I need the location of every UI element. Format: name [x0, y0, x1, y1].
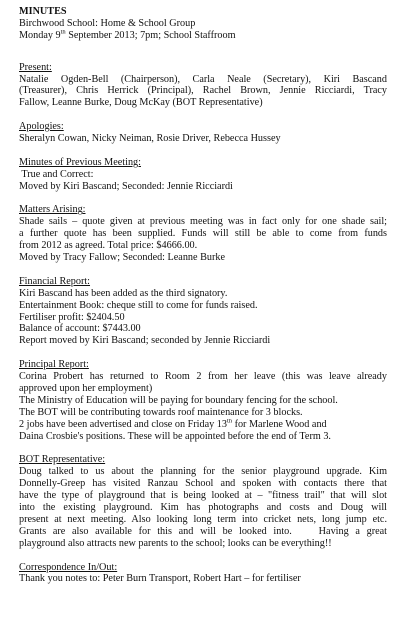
principal-report-line: approved upon her employment): [19, 383, 153, 394]
financial-report-line: Kiri Bascand has been added as the third signatory.: [19, 287, 228, 299]
financial-report-line: Report moved by Kiri Bascand; seconded by Jennie Ricciardi: [19, 335, 271, 347]
matters-arising-line: Shade sails – quote given at previous meeting was in fact only for one shade sail;: [19, 216, 387, 228]
bot-report-line: into the existing playground. Kim has photographs and costs and Doug will: [19, 502, 387, 514]
principal-report-line: The Ministry of Education will be paying for boundary fencing for the school.: [19, 394, 338, 406]
financial-report-line: Balance of account: $7443.00: [19, 323, 141, 335]
bot-report-line: Grants are also available for this and will be looked into. Having a great: [19, 525, 387, 537]
jobs-text-rest: for Marlene Wood and: [232, 418, 327, 430]
principal-report-line: [19, 419, 387, 431]
principal-report-line: Corina Probert has returned to Room 2 from her leave (this was leave already: [19, 371, 387, 383]
bot-report-line: Donnelly-Greep has visited Ranzau School and spoken with contacts there that: [19, 478, 387, 490]
financial-report-line: Entertainment Book: cheque still to come for funds raised.: [19, 299, 258, 311]
date-text-rest: September 2013; 7pm; School Staffroom: [65, 29, 236, 41]
previous-minutes-line: True and Correct:: [19, 168, 94, 180]
jobs-ordinal: th: [226, 418, 233, 425]
bot-report-line: present at next meeting. Also looking long term into cricket nets, long jump etc.: [19, 513, 387, 525]
principal-report-line: Daina Crosbie's positions. These will be appointed before the end of Term 3.: [19, 430, 331, 442]
correspondence-heading: Correspondence In/Out:: [19, 561, 118, 573]
matters-arising-line: Moved by Tracy Fallow; Seconded: Leanne Burke: [19, 252, 225, 264]
bot-report-heading: BOT Representative:: [19, 454, 106, 466]
meeting-date: [19, 30, 387, 42]
principal-report-heading: Principal Report:: [19, 359, 89, 371]
bot-report-line: playground also attracts new parents to the school; looks can be everything!!: [19, 537, 332, 549]
matters-arising-line: a further quote has been supplied. Funds will still be able to come from funds: [19, 228, 387, 240]
present-line: Natalie Ogden-Bell (Chairperson), Carla Neale (Secretary), Kiri Bascand: [19, 73, 387, 85]
previous-minutes-line: Moved by Kiri Bascand; Seconded: Jennie Ricciardi: [19, 180, 233, 192]
apologies-line: Sheralyn Cowan, Nicky Neiman, Rosie Driver, Rebecca Hussey: [19, 133, 281, 145]
present-line: Fallow, Leanne Burke, Doug McKay (BOT Representative): [19, 97, 263, 109]
matters-arising-line: from 2012 as agreed. Total price: $4666.00.: [19, 240, 198, 252]
date-ordinal: th: [60, 29, 66, 36]
bot-report-line: Doug talked to us about the planning for the senior playground upgrade. Kim: [19, 466, 387, 478]
matters-arising-heading: Matters Arising:: [19, 204, 86, 216]
financial-report-line: Fertiliser profit: $2404.50: [19, 311, 125, 323]
jobs-text: 2 jobs have been advertised and close on Friday 13: [19, 418, 227, 430]
present-line: (Treasurer), Chris Herrick (Principal), Rachel Brown, Jennie Ricciardi, Tracy: [19, 85, 387, 97]
apologies-heading: Apologies:: [19, 121, 64, 133]
present-heading: Present:: [19, 61, 52, 73]
principal-report-line: The BOT will be contributing towards roof maintenance for 3 blocks.: [19, 406, 303, 418]
previous-minutes-heading: Minutes of Previous Meeting:: [19, 156, 141, 168]
date-text: Monday 9: [19, 29, 61, 41]
correspondence-line: Thank you notes to: Peter Burn Transport, Robert Hart – for fertiliser: [19, 573, 301, 585]
document-subtitle: Birchwood School: Home & School Group: [19, 17, 196, 29]
bot-report-line: have the type of playground that is being looked at – "fitness trail" that will slot: [19, 490, 387, 502]
financial-report-heading: Financial Report:: [19, 275, 91, 287]
document-title: MINUTES: [19, 6, 67, 17]
